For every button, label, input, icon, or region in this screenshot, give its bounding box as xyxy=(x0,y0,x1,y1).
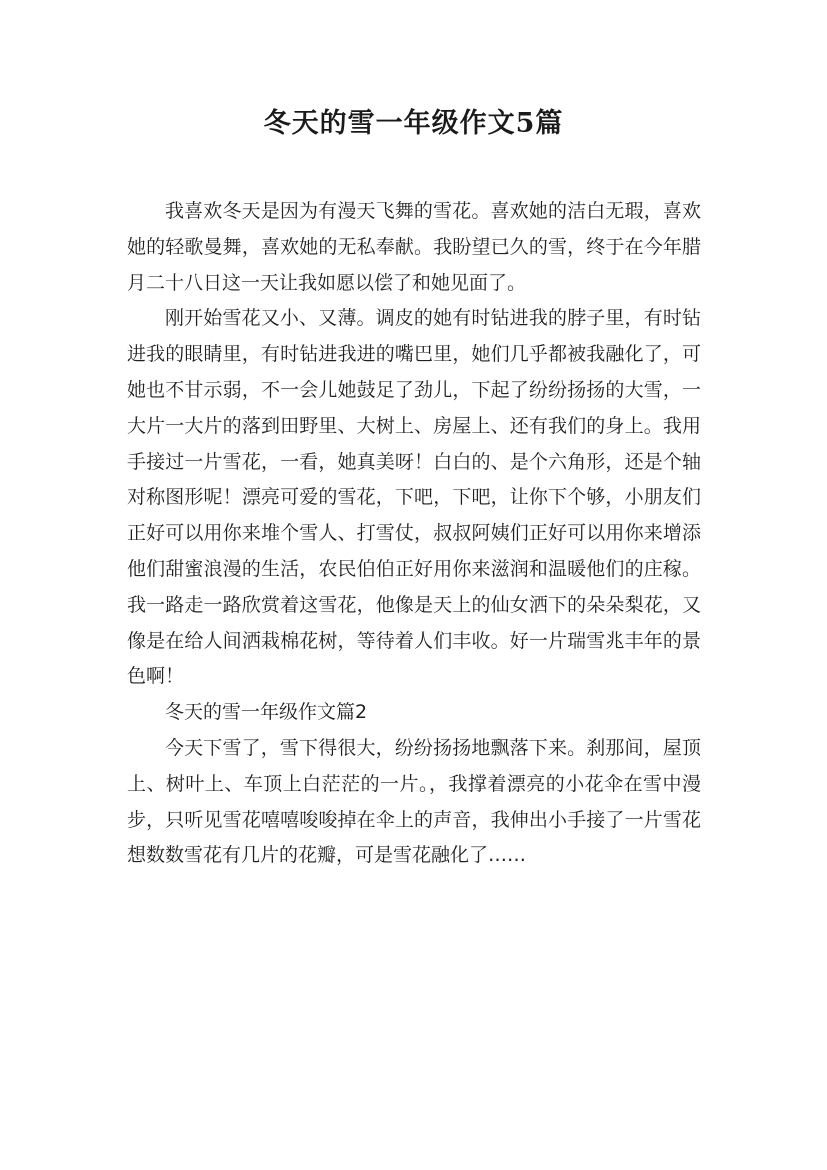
paragraph-1: 我喜欢冬天是因为有漫天飞舞的雪花。喜欢她的洁白无瑕，喜欢她的轻歌曼舞，喜欢她的无私奉献。我盼望已久的雪，终于在今年腊月二十八日这一天让我如愿以偿了和她见面了。 xyxy=(127,200,701,294)
section-2-paragraph: 今天下雪了，雪下得很大，纷纷扬扬地飘落下来。刹那间，屋顶上、树叶上、车顶上白茫茫的一片。，我撑着漂亮的小花伞在雪中漫步，只听见雪花嘻嘻唆唆掉在伞上的声音，我伸出小手接了一片雪花想数数雪花有几片的花瓣，可是雪花融化了…… xyxy=(127,736,701,867)
document-body xyxy=(127,194,701,874)
document-title: 冬天的雪一年级作文5篇 xyxy=(263,108,564,139)
section-heading-2: 冬天的雪一年级作文篇2 xyxy=(165,701,368,724)
paragraph-2: 刚开始雪花又小、又薄。调皮的她有时钻进我的脖子里，有时钻进我的眼睛里，有时钻进我进的嘴巴里，她们几乎都被我融化了，可她也不甘示弱，不一会儿她鼓足了劲儿，下起了纷纷扬扬的大雪，一大片一大片的落到田野里、大树上、房屋上、还有我们的身上。我用手接过一片雪花，一看，她真美呀！白白的、是个六角形，还是个轴对称图形呢！漂亮可爱的雪花，下吧，下吧，让你下个够，小朋友们正好可以用你来堆个雪人、打雪仗，叔叔阿姨们正好可以用你来增添他们甜蜜浪漫的生活，农民伯伯正好用你来滋润和温暖他们的庄稼。我一路走一路欣赏着这雪花，他像是天上的仙女洒下的朵朵梨花，又像是在给人间洒栽棉花树，等待着人们丰收。好一片瑞雪兆丰年的景色啊！ xyxy=(127,307,701,688)
